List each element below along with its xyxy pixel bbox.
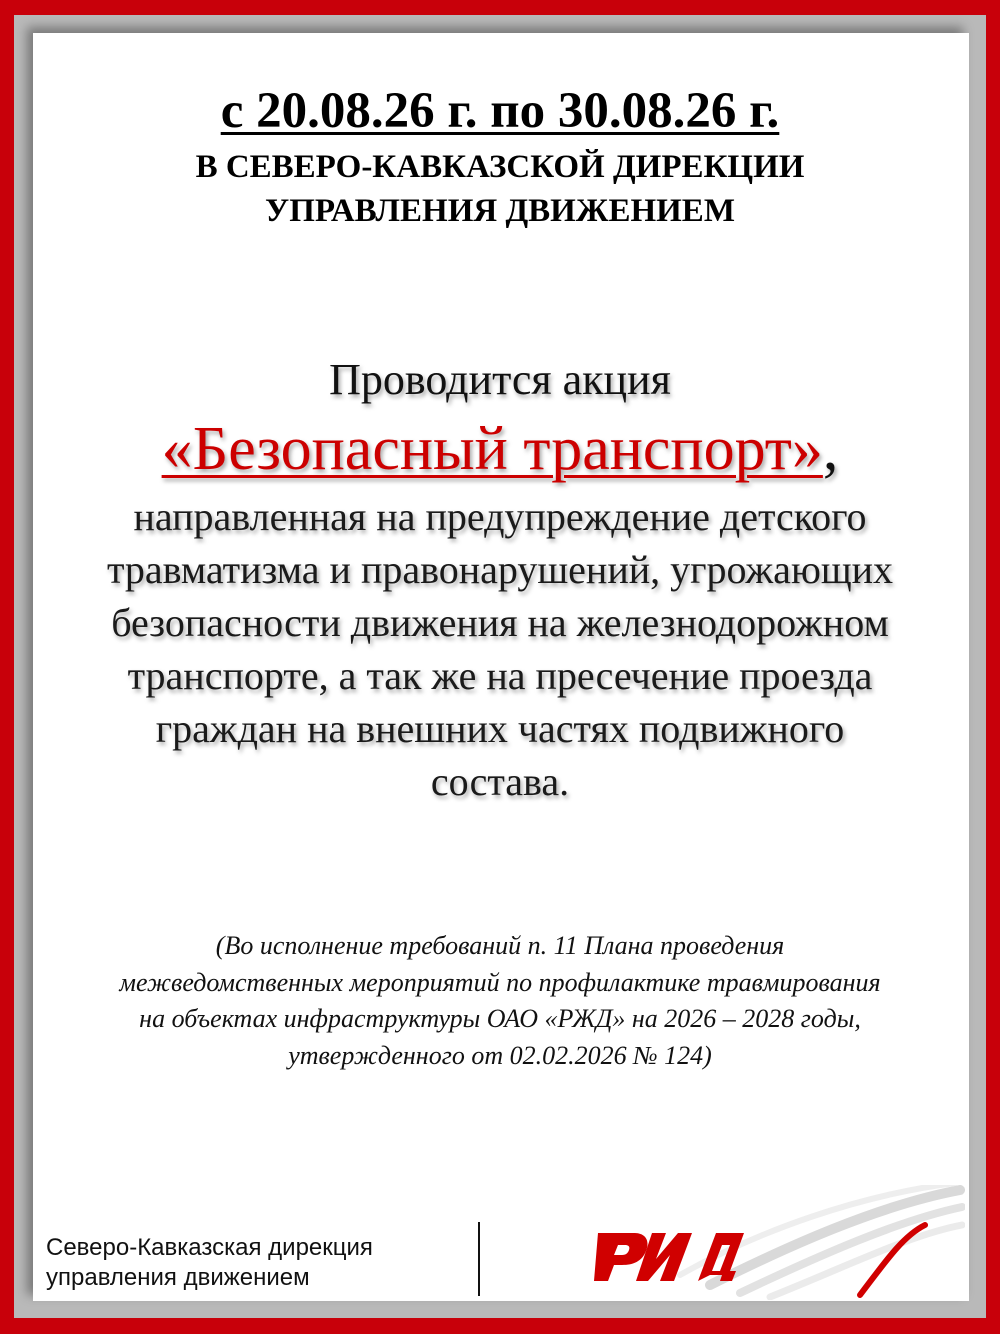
footnote-line: межведомственных мероприятий по профилактике травмирования <box>119 967 881 997</box>
directorate-line-2: УПРАВЛЕНИЯ ДВИЖЕНИЕМ <box>265 193 735 229</box>
legal-footnote <box>40 928 960 1074</box>
footer-divider <box>478 1222 480 1296</box>
campaign-title <box>0 414 1000 485</box>
directorate-title <box>0 145 1000 233</box>
directorate-line-1: В СЕВЕРО-КАВКАЗСКОЙ ДИРЕКЦИИ <box>195 149 805 185</box>
body-line: направленная на предупреждение детского <box>133 494 867 539</box>
campaign-name: «Безопасный транспорт» <box>161 415 823 483</box>
announcement-lead: Проводится акция <box>329 355 671 404</box>
organization-name <box>46 1233 466 1293</box>
rzd-mark <box>594 1233 744 1281</box>
body-line: травматизма и правонарушений, угрожающих <box>106 547 894 592</box>
body-line: граждан на внешних частях подвижного <box>155 706 845 751</box>
announcement-body <box>40 490 960 808</box>
rzd-logo-icon <box>560 1185 965 1300</box>
org-line-1: Северо-Кавказская дирекция <box>46 1234 373 1261</box>
body-line: транспорте, а так же на пресечение проезда <box>127 653 873 698</box>
logo-area <box>560 1185 965 1300</box>
footnote-line: на объектах инфраструктуры ОАО «РЖД» на 2026 – 2028 годы, <box>139 1004 861 1033</box>
org-line-2: управления движением <box>46 1264 310 1291</box>
footnote-line: (Во исполнение требований п. 11 Плана проведения <box>215 931 785 960</box>
date-range: с 20.08.26 г. по 30.08.26 г. <box>220 83 780 139</box>
footnote-line: утвержденного от 02.02.2026 № 124) <box>288 1040 712 1070</box>
body-line: безопасности движения на железнодорожном <box>111 600 889 645</box>
body-line: состава. <box>430 759 570 804</box>
campaign-comma: , <box>822 415 839 483</box>
